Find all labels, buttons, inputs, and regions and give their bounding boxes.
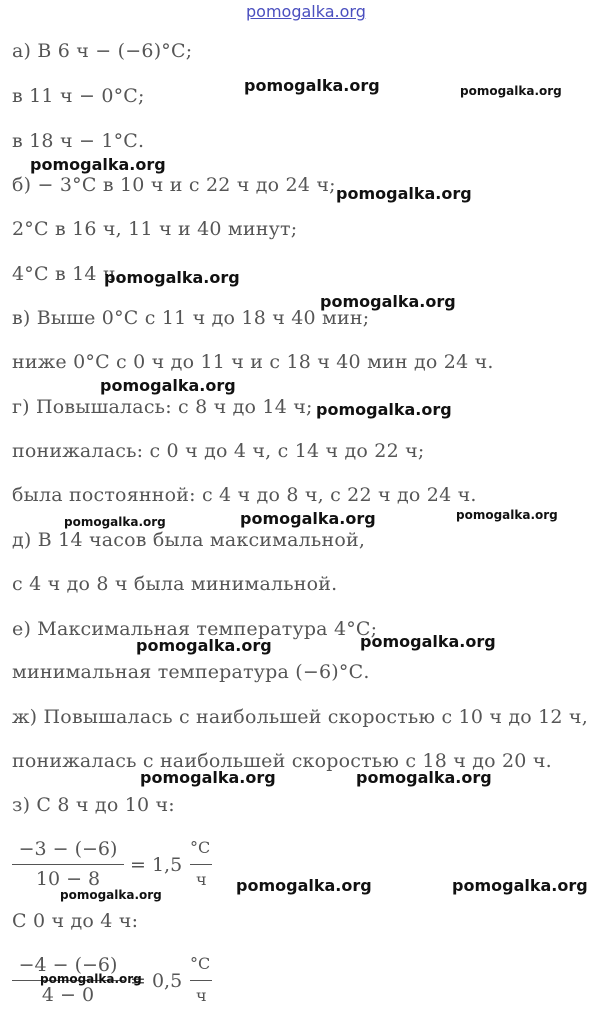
answer-line-z1: з) С 8 ч до 10 ч: <box>12 794 175 816</box>
answer-line-g3: была постоянной: с 4 ч до 8 ч, с 22 ч до 24 ч. <box>12 484 477 506</box>
watermark: pomogalka.org <box>452 876 588 895</box>
unit-bar <box>190 864 212 865</box>
watermark: pomogalka.org <box>60 888 162 902</box>
header-watermark[interactable]: pomogalka.org <box>246 2 366 21</box>
watermark: pomogalka.org <box>320 292 456 311</box>
watermark: pomogalka.org <box>356 768 492 787</box>
answer-line-zh2: понижалась с наибольшей скоростью с 18 ч до 20 ч. <box>12 750 552 772</box>
answer-line-e1: е) Максимальная температура 4°С; <box>12 618 378 640</box>
watermark: pomogalka.org <box>240 509 376 528</box>
answer-line-a3: в 18 ч − 1°С. <box>12 130 145 152</box>
fraction-bar <box>12 864 124 865</box>
answer-line-g2: понижалась: с 0 ч до 4 ч, с 14 ч до 22 ч; <box>12 440 425 462</box>
unit-bar <box>190 980 212 981</box>
watermark: pomogalka.org <box>336 184 472 203</box>
answer-line-d2: с 4 ч до 8 ч была минимальной. <box>12 573 338 595</box>
watermark: pomogalka.org <box>100 376 236 395</box>
answer-line-z2: С 0 ч до 4 ч: <box>12 910 139 932</box>
watermark: pomogalka.org <box>104 268 240 287</box>
fraction-denominator: 4 − 0 <box>41 984 95 1006</box>
watermark: pomogalka.org <box>30 155 166 174</box>
answer-line-b2: 2°С в 16 ч, 11 ч и 40 минут; <box>12 218 298 240</box>
unit-denominator: ч <box>196 986 207 1005</box>
fraction-result: = 1,5 <box>130 854 183 876</box>
answer-line-v2: ниже 0°С с 0 ч до 11 ч и с 18 ч 40 мин до 24 ч. <box>12 351 494 373</box>
unit-numerator: °С <box>190 954 211 973</box>
fraction-numerator: −4 − (−6) <box>18 954 118 976</box>
unit-numerator: °С <box>190 838 211 857</box>
fraction-numerator: −3 − (−6) <box>18 838 118 860</box>
answer-line-g1: г) Повышалась: с 8 ч до 14 ч; <box>12 396 313 418</box>
answer-line-a2: в 11 ч − 0°С; <box>12 85 145 107</box>
watermark: pomogalka.org <box>40 972 142 986</box>
watermark: pomogalka.org <box>64 515 166 529</box>
fraction-expression-1 <box>12 838 232 894</box>
watermark: pomogalka.org <box>244 76 380 95</box>
watermark: pomogalka.org <box>360 632 496 651</box>
watermark: pomogalka.org <box>136 636 272 655</box>
answer-line-a1: а) В 6 ч − (−6)°С; <box>12 40 193 62</box>
answer-line-b1: б) − 3°С в 10 ч и с 22 ч до 24 ч; <box>12 174 336 196</box>
watermark: pomogalka.org <box>236 876 372 895</box>
answer-line-v1: в) Выше 0°С с 11 ч до 18 ч 40 мин; <box>12 307 370 329</box>
watermark: pomogalka.org <box>140 768 276 787</box>
watermark: pomogalka.org <box>316 400 452 419</box>
fraction-denominator: 10 − 8 <box>35 868 101 890</box>
answer-line-d1: д) В 14 часов была максимальной, <box>12 529 366 551</box>
fraction-result: = 0,5 <box>130 970 183 992</box>
unit-denominator: ч <box>196 870 207 889</box>
answer-line-zh1: ж) Повышалась с наибольшей скоростью с 10 ч до 12 ч, <box>12 706 588 728</box>
answer-line-e2: минимальная температура (−6)°С. <box>12 661 370 683</box>
watermark: pomogalka.org <box>456 508 558 522</box>
answer-line-b3: 4°С в 14 ч. <box>12 263 122 285</box>
watermark: pomogalka.org <box>460 84 562 98</box>
